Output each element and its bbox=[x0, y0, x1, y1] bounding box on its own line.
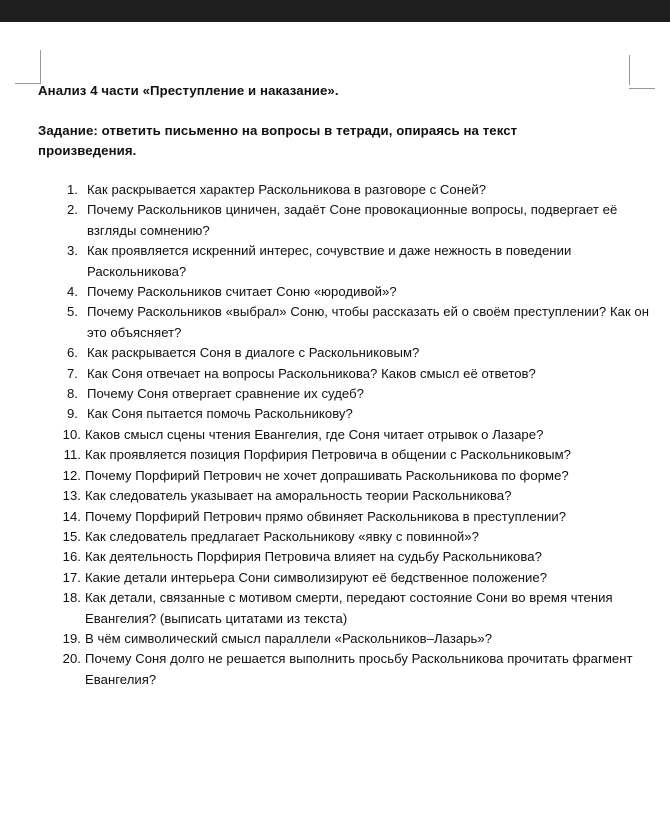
question-text: Как следователь предлагает Раскольникову «явку с повинной»? bbox=[85, 528, 479, 544]
question-item bbox=[38, 282, 657, 302]
question-number: 11. bbox=[63, 447, 81, 463]
question-number: 6. bbox=[66, 345, 78, 361]
question-item bbox=[38, 404, 657, 424]
question-number: 4. bbox=[66, 284, 78, 300]
question-item bbox=[38, 364, 657, 384]
question-text: В чём символический смысл параллели «Раскольников–Лазарь»? bbox=[85, 630, 493, 646]
question-item bbox=[38, 425, 655, 445]
top-black-bar bbox=[0, 0, 670, 22]
question-item bbox=[38, 200, 657, 241]
question-item bbox=[38, 466, 655, 486]
question-text: Как детали, связанные с мотивом смерти, передают состояние Сони во время чтения Евангелия? (выписать цитатами из текста) bbox=[85, 590, 613, 626]
question-text: Почему Порфирий Петрович не хочет допрашивать Раскольникова по форме? bbox=[85, 467, 569, 483]
question-item bbox=[38, 527, 655, 547]
question-item bbox=[38, 588, 655, 629]
question-item bbox=[38, 302, 657, 343]
question-item bbox=[38, 629, 655, 649]
question-item bbox=[38, 547, 655, 567]
question-number: 17. bbox=[62, 569, 81, 585]
question-item bbox=[38, 568, 655, 588]
question-text: Как следователь указывает на аморальность теории Раскольникова? bbox=[85, 488, 512, 504]
document-page bbox=[0, 22, 670, 831]
question-number: 18. bbox=[62, 590, 81, 606]
question-text: Как проявляется искренний интерес, сочувствие и даже нежность в поведении Раскольникова? bbox=[87, 243, 572, 279]
question-text: Почему Соня отвергает сравнение их судеб? bbox=[87, 386, 364, 402]
document-content bbox=[38, 81, 650, 690]
question-item bbox=[38, 241, 657, 282]
question-number: 9. bbox=[66, 406, 78, 422]
crop-mark-top-left bbox=[15, 50, 41, 84]
question-item bbox=[38, 445, 655, 465]
question-text: Как раскрывается характер Раскольникова в разговоре с Соней? bbox=[87, 182, 487, 197]
question-number: 19. bbox=[62, 630, 81, 646]
question-number: 12. bbox=[62, 467, 81, 483]
question-text: Как деятельность Порфирия Петровича влияет на судьбу Раскольникова? bbox=[85, 549, 542, 565]
question-text: Как раскрывается Соня в диалоге с Раскольниковым? bbox=[87, 345, 420, 361]
question-number: 2. bbox=[66, 202, 78, 218]
question-number: 13. bbox=[62, 488, 81, 504]
question-text: Как Соня пытается помочь Раскольникову? bbox=[87, 406, 353, 422]
question-text: Почему Раскольников циничен, задаёт Соне провокационные вопросы, подвергает её взгляды сомнению? bbox=[87, 202, 618, 238]
question-text: Почему Раскольников «выбрал» Соню, чтобы рассказать ей о своём преступлении? Как он это объясняет? bbox=[87, 304, 650, 340]
question-text: Как проявляется позиция Порфирия Петровича в общении с Раскольниковым? bbox=[85, 447, 571, 463]
question-item bbox=[38, 343, 657, 363]
question-number: 5. bbox=[66, 304, 78, 320]
document-heading: Анализ 4 части «Преступление и наказание». bbox=[38, 83, 339, 98]
task-statement: Задание: ответить письменно на вопросы в тетради, опираясь на текст произведения. bbox=[38, 123, 518, 158]
question-number: 7. bbox=[66, 365, 78, 381]
question-item bbox=[38, 180, 657, 200]
question-number: 10. bbox=[62, 426, 81, 442]
question-number: 15. bbox=[62, 528, 81, 544]
question-text: Какие детали интерьера Сони символизируют её бедственное положение? bbox=[85, 569, 548, 585]
question-text: Каков смысл сцены чтения Евангелия, где Соня читает отрывок о Лазаре? bbox=[85, 426, 544, 442]
question-text: Почему Соня долго не решается выполнить просьбу Раскольникова прочитать фрагмент Евангелия? bbox=[85, 651, 633, 687]
question-item bbox=[38, 507, 655, 527]
question-number: 20. bbox=[62, 651, 81, 667]
question-list bbox=[38, 180, 650, 690]
question-number: 8. bbox=[66, 386, 78, 402]
question-text: Как Соня отвечает на вопросы Раскольникова? Каков смысл её ответов? bbox=[87, 365, 536, 381]
question-number: 3. bbox=[66, 243, 78, 259]
question-item bbox=[38, 486, 655, 506]
question-text: Почему Раскольников считает Соню «юродивой»? bbox=[87, 284, 397, 300]
question-number: 16. bbox=[62, 549, 81, 565]
question-item bbox=[38, 649, 655, 690]
question-number: 1. bbox=[66, 182, 78, 197]
question-number: 14. bbox=[62, 508, 81, 524]
question-text: Почему Порфирий Петрович прямо обвиняет Раскольникова в преступлении? bbox=[85, 508, 567, 524]
question-item bbox=[38, 384, 657, 404]
